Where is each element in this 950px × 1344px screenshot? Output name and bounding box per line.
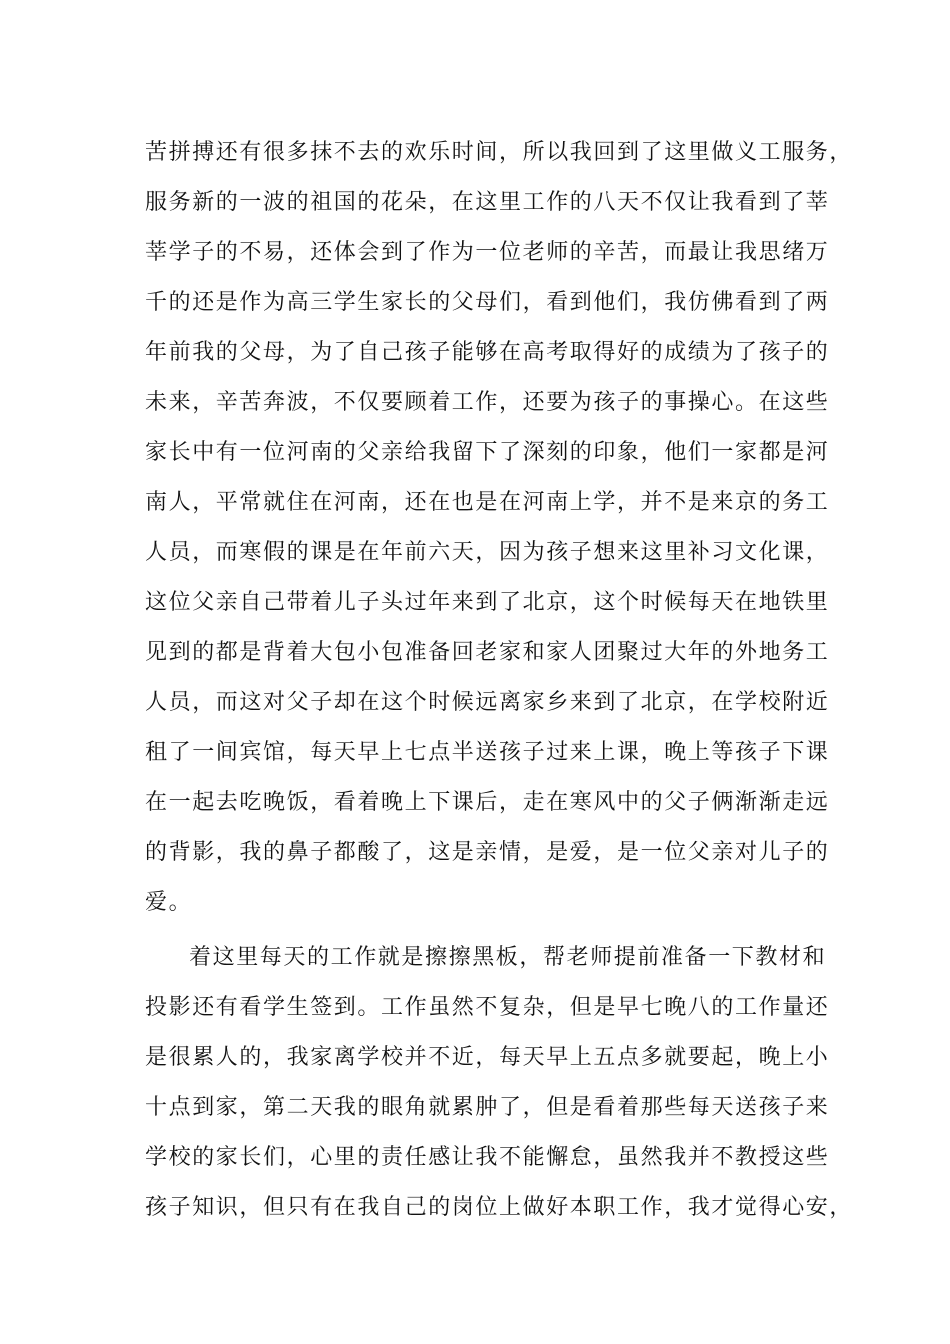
text-line: 莘学子的不易，还体会到了作为一位老师的辛苦，而最让我思绪万 <box>145 240 830 265</box>
text-line: 十点到家，第二天我的眼角就累肿了，但是看着那些每天送孩子来 <box>145 1095 830 1120</box>
text-line: 投影还有看学生签到。工作虽然不复杂，但是早七晚八的工作量还 <box>145 995 830 1020</box>
text-line: 苦拼搏还有很多抹不去的欢乐时间，所以我回到了这里做义工服务， <box>145 140 854 165</box>
paragraph-1 <box>145 128 854 928</box>
text-line: 这位父亲自己带着儿子头过年来到了北京，这个时候每天在地铁里 <box>145 590 830 615</box>
document-body <box>145 128 854 1233</box>
text-line: 家长中有一位河南的父亲给我留下了深刻的印象，他们一家都是河 <box>145 440 830 465</box>
text-line: 在一起去吃晚饭，看着晚上下课后，走在寒风中的父子俩渐渐走远 <box>145 790 830 815</box>
text-line: 的背影，我的鼻子都酸了，这是亲情，是爱，是一位父亲对儿子的 <box>145 840 830 865</box>
text-line: 见到的都是背着大包小包准备回老家和家人团聚过大年的外地务工 <box>145 640 830 665</box>
text-line: 学校的家长们，心里的责任感让我不能懈怠，虽然我并不教授这些 <box>145 1145 830 1170</box>
paragraph-2 <box>145 933 854 1233</box>
text-line: 是很累人的，我家离学校并不近，每天早上五点多就要起，晚上小 <box>145 1045 830 1070</box>
text-line: 南人，平常就住在河南，还在也是在河南上学，并不是来京的务工 <box>145 490 830 515</box>
text-line: 人员，而寒假的课是在年前六天，因为孩子想来这里补习文化课， <box>145 540 830 565</box>
text-line: 人员，而这对父子却在这个时候远离家乡来到了北京，在学校附近 <box>145 690 830 715</box>
text-line: 孩子知识，但只有在我自己的岗位上做好本职工作，我才觉得心安， <box>145 1195 854 1220</box>
text-line: 租了一间宾馆，每天早上七点半送孩子过来上课，晚上等孩子下课 <box>145 740 830 765</box>
text-line: 未来，辛苦奔波，不仅要顾着工作，还要为孩子的事操心。在这些 <box>145 390 830 415</box>
text-line: 千的还是作为高三学生家长的父母们，看到他们，我仿佛看到了两 <box>145 290 830 315</box>
text-line: 年前我的父母，为了自己孩子能够在高考取得好的成绩为了孩子的 <box>145 340 830 365</box>
text-line: 服务新的一波的祖国的花朵，在这里工作的八天不仅让我看到了莘 <box>145 190 830 215</box>
text-line: 爱。 <box>145 890 193 915</box>
text-line: 着这里每天的工作就是擦擦黑板，帮老师提前准备一下教材和 <box>189 945 827 970</box>
